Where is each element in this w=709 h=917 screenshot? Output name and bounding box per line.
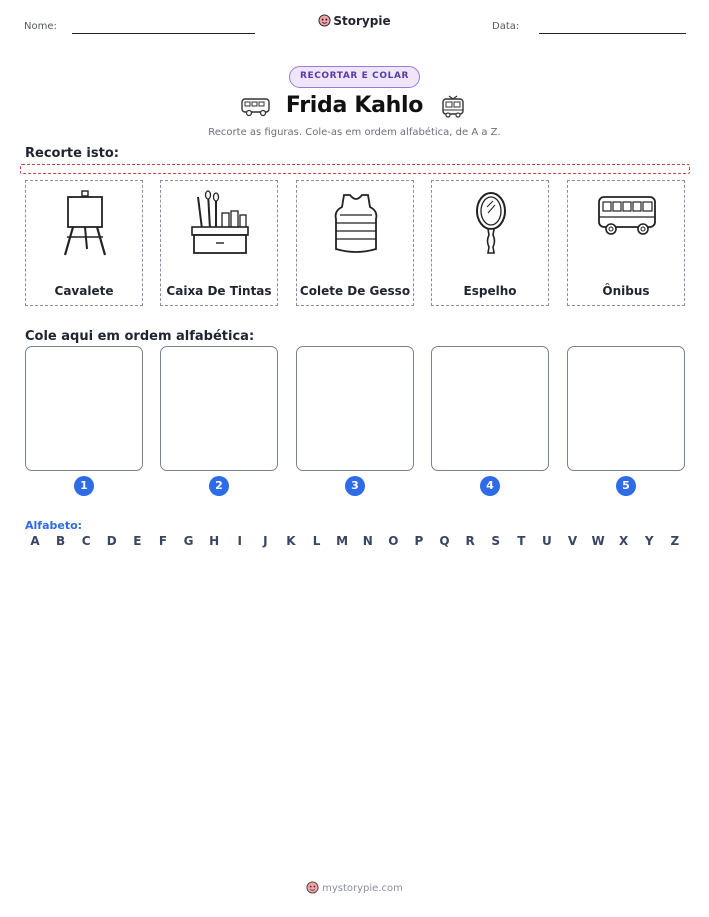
alphabet-letter: F: [158, 534, 168, 548]
card-label: Colete De Gesso: [299, 284, 411, 298]
number-badge-2: 2: [209, 476, 229, 496]
alphabet-letter: C: [81, 534, 91, 548]
activity-badge: RECORTAR E COLAR: [289, 66, 420, 88]
cut-card-bus[interactable]: [567, 180, 685, 306]
paste-box-4[interactable]: [431, 346, 549, 471]
date-line: [539, 33, 686, 34]
alphabet-letter: B: [56, 534, 66, 548]
number-badge-5: 5: [616, 476, 636, 496]
instructions: Recorte as figuras. Cole-as em ordem alfabética, de A a Z.: [208, 127, 501, 138]
number-badge-4: 4: [480, 476, 500, 496]
alphabet-letter: L: [312, 534, 321, 548]
card-label: Ônibus: [602, 284, 650, 298]
hand-mirror-icon: [461, 189, 521, 257]
paste-section-label: Cole aqui em ordem alfabética:: [25, 329, 255, 344]
paste-box-1[interactable]: [25, 346, 143, 471]
storypie-logo-icon: [306, 881, 319, 894]
alphabet-letter: U: [542, 534, 552, 548]
number-badge-1: 1: [74, 476, 94, 496]
plaster-vest-icon: [326, 189, 386, 257]
alphabet-letter: N: [362, 534, 373, 548]
cut-line: [20, 164, 690, 174]
alphabet-letter: M: [336, 534, 349, 548]
footer: [0, 881, 709, 894]
alphabet-row: [25, 534, 685, 548]
cut-card-mirror[interactable]: [431, 180, 549, 306]
alphabet-letter: W: [591, 534, 605, 548]
paint-box-icon: [190, 189, 250, 257]
alphabet-letter: I: [237, 534, 242, 548]
alphabet-letter: Q: [439, 534, 450, 548]
paste-box-2[interactable]: [160, 346, 278, 471]
alphabet-title: Alfabeto:: [25, 519, 83, 532]
storypie-logo-icon: [318, 14, 331, 27]
alphabet-letter: Z: [670, 534, 680, 548]
bus-icon: [592, 189, 660, 257]
easel-icon: [55, 189, 115, 257]
number-badge-3: 3: [345, 476, 365, 496]
card-label: Cavalete: [54, 284, 114, 298]
alphabet-letter: X: [619, 534, 629, 548]
alphabet-letter: A: [30, 534, 40, 548]
alphabet-letter: K: [286, 534, 296, 548]
alphabet-letter: Y: [644, 534, 654, 548]
footer-url: mystorypie.com: [322, 883, 403, 894]
cut-card-plaster-vest[interactable]: [296, 180, 414, 306]
brand: [0, 14, 709, 28]
alphabet-letter: T: [517, 534, 526, 548]
alphabet-letter: G: [183, 534, 194, 548]
alphabet-letter: H: [209, 534, 220, 548]
name-label: Nome:: [24, 21, 57, 32]
alphabet-letter: J: [263, 534, 268, 548]
paste-box-5[interactable]: [567, 346, 685, 471]
tram-icon: [437, 95, 469, 119]
date-label: Data:: [492, 21, 520, 32]
alphabet-letter: V: [567, 534, 578, 548]
name-line: [72, 33, 255, 34]
alphabet-letter: D: [106, 534, 117, 548]
page-title: Frida Kahlo: [285, 93, 424, 118]
alphabet-letter: S: [491, 534, 501, 548]
brand-name: Storypie: [333, 14, 391, 28]
alphabet-letter: R: [465, 534, 475, 548]
alphabet-letter: P: [414, 534, 424, 548]
card-label: Caixa De Tintas: [166, 284, 272, 298]
alphabet-letter: O: [388, 534, 399, 548]
paste-box-3[interactable]: [296, 346, 414, 471]
alphabet-letter: E: [133, 534, 142, 548]
card-label: Espelho: [463, 284, 517, 298]
cut-section-label: Recorte isto:: [25, 146, 119, 161]
cut-card-easel[interactable]: [25, 180, 143, 306]
cut-card-paint-box[interactable]: [160, 180, 278, 306]
